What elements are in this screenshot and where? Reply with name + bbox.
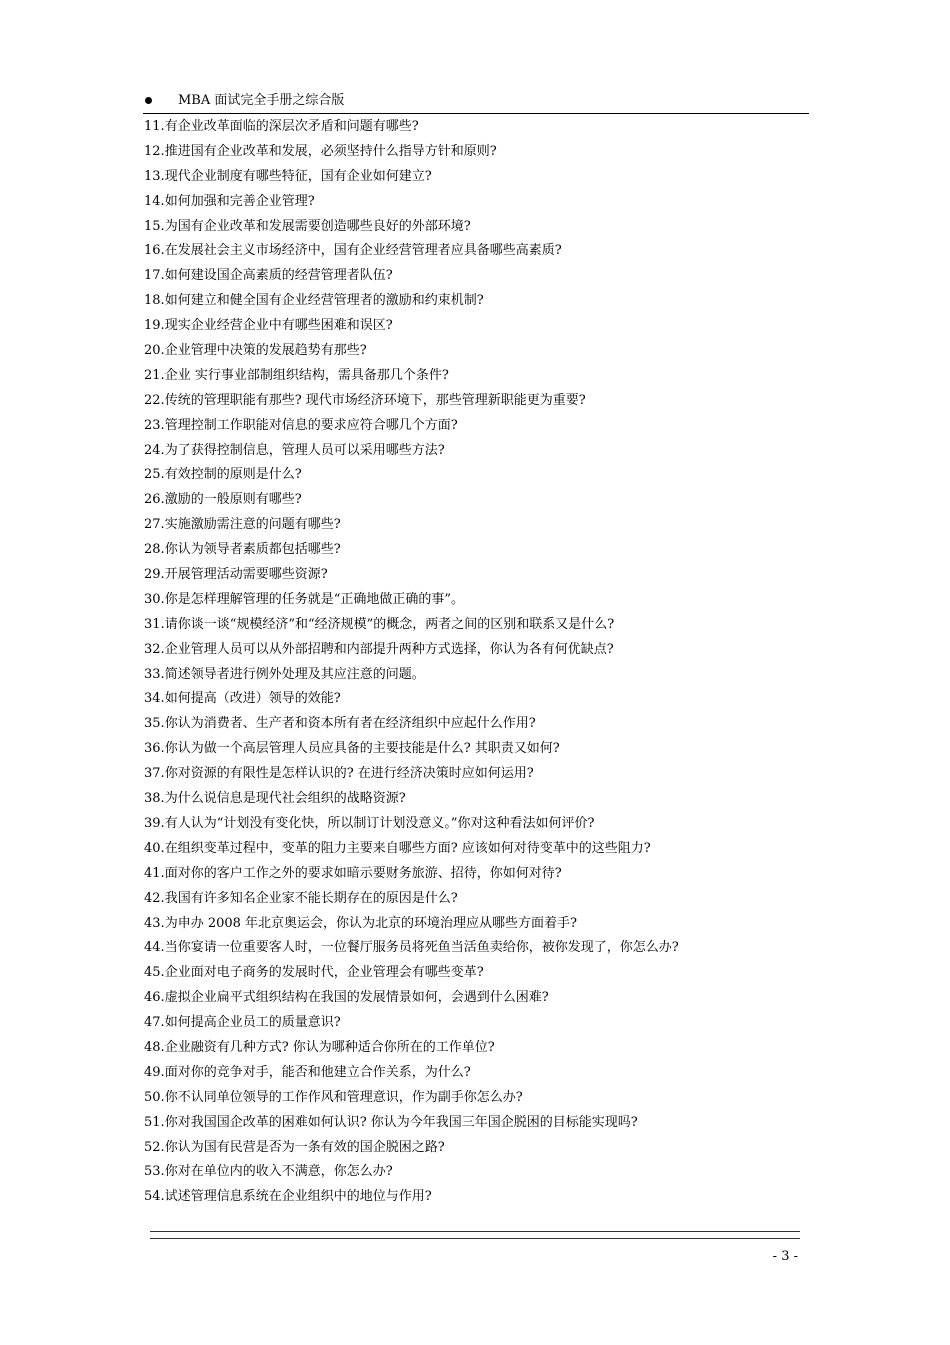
list-item [144, 314, 804, 339]
question-text: 为申办 2008 年北京奥运会，你认为北京的环境治理应从哪些方面着手? [164, 915, 578, 931]
question-text: 你认为做一个高层管理人员应具备的主要技能是什么? 其职责又如何? [164, 741, 560, 757]
question-text: 现代企业制度有哪些特征，国有企业如何建立? [164, 168, 432, 184]
list-item [144, 488, 804, 513]
list-item [144, 837, 804, 862]
question-text: 你对在单位内的收入不满意，你怎么办? [164, 1164, 393, 1180]
question-text: 你认为国有民营是否为一条有效的国企脱困之路? [164, 1139, 445, 1155]
list-item [144, 787, 804, 812]
question-number: 48. [144, 1039, 165, 1055]
question-text: 你不认同单位领导的工作作风和管理意识，作为副手你怎么办? [164, 1089, 523, 1105]
question-number: 39. [144, 815, 165, 831]
list-item [144, 687, 804, 712]
question-text: 为了获得控制信息，管理人员可以采用哪些方法? [164, 442, 445, 458]
question-text: 面对你的竞争对手，能否和他建立合作关系，为什么? [164, 1064, 471, 1080]
question-number: 32. [144, 641, 165, 657]
list-item [144, 887, 804, 912]
question-number: 33. [144, 666, 165, 682]
list-item [144, 712, 804, 737]
question-text: 现实企业经营企业中有哪些困难和误区? [164, 318, 393, 334]
question-number: 29. [144, 567, 165, 583]
question-text: 我国有许多知名企业家不能长期存在的原因是什么? [164, 890, 458, 906]
list-item [144, 1111, 804, 1136]
question-text: 开展管理活动需要哪些资源? [164, 567, 328, 583]
question-number: 15. [144, 218, 165, 234]
list-item [144, 215, 804, 240]
question-number: 25. [144, 467, 165, 483]
question-text: 为什么说信息是现代社会组织的战略资源? [164, 791, 406, 807]
question-text: 企业管理人员可以从外部招聘和内部提升两种方式选择，你认为各有何优缺点? [164, 641, 614, 657]
question-text: 企业面对电子商务的发展时代，企业管理会有哪些变革? [164, 965, 484, 981]
list-item [144, 115, 804, 140]
question-text: 你认为消费者、生产者和资本所有者在经济组织中应起什么作用? [164, 716, 536, 732]
question-number: 53. [144, 1164, 165, 1180]
list-item [144, 364, 804, 389]
question-text: 激励的一般原则有哪些? [164, 492, 302, 508]
question-number: 40. [144, 840, 165, 856]
list-item [144, 389, 804, 414]
question-number: 45. [144, 965, 165, 981]
question-text: 如何提高（改进）领导的效能? [164, 691, 341, 707]
question-number: 43. [144, 915, 165, 931]
list-item [144, 563, 804, 588]
question-text: 管理控制工作职能对信息的要求应符合哪几个方面? [164, 417, 458, 433]
question-text: 如何提高企业员工的质量意识? [164, 1015, 341, 1031]
list-item [144, 264, 804, 289]
list-item [144, 439, 804, 464]
question-number: 16. [144, 243, 165, 259]
list-item [144, 912, 804, 937]
question-text: 简述领导者进行例外处理及其应注意的问题。 [164, 666, 425, 682]
question-text: 实施激励需注意的问题有哪些? [164, 517, 341, 533]
question-list [144, 115, 804, 1210]
question-text: 有效控制的原则是什么? [164, 467, 302, 483]
list-item [144, 986, 804, 1011]
list-item [144, 1185, 804, 1210]
question-text: 推进国有企业改革和发展，必须坚持什么指导方针和原则? [164, 143, 497, 159]
question-text: 你对资源的有限性是怎样认识的? 在进行经济决策时应如何运用? [164, 766, 534, 782]
question-number: 34. [144, 691, 165, 707]
list-item [144, 737, 804, 762]
question-number: 50. [144, 1089, 165, 1105]
question-text: 传统的管理职能有那些? 现代市场经济环境下，那些管理新职能更为重要? [164, 392, 586, 408]
list-item [144, 862, 804, 887]
question-number: 41. [144, 865, 165, 881]
question-number: 30. [144, 591, 165, 607]
question-text: 虚拟企业扁平式组织结构在我国的发展情景如何，会遇到什么困难? [164, 990, 549, 1006]
question-text: 在发展社会主义市场经济中，国有企业经营管理者应具备哪些高素质? [164, 243, 562, 259]
list-item [144, 936, 804, 961]
list-item [144, 613, 804, 638]
list-item [144, 1011, 804, 1036]
question-number: 22. [144, 392, 165, 408]
list-item [144, 289, 804, 314]
question-number: 18. [144, 293, 165, 309]
list-item [144, 463, 804, 488]
question-number: 26. [144, 492, 165, 508]
question-number: 27. [144, 517, 165, 533]
question-number: 37. [144, 766, 165, 782]
question-number: 47. [144, 1015, 165, 1031]
question-text: 你对我国国企改革的困难如何认识? 你认为今年我国三年国企脱困的目标能实现吗? [164, 1114, 638, 1130]
question-number: 49. [144, 1064, 165, 1080]
list-item [144, 1061, 804, 1086]
question-text: 当你宴请一位重要客人时，一位餐厅服务员将死鱼当活鱼卖给你，被你发现了，你怎么办? [164, 940, 679, 956]
list-item [144, 1136, 804, 1161]
list-item [144, 638, 804, 663]
question-text: 企业 实行事业部制组织结构，需具备那几个条件? [164, 367, 449, 383]
question-number: 46. [144, 990, 165, 1006]
list-item [144, 165, 804, 190]
question-text: 在组织变革过程中，变革的阻力主要来自哪些方面? 应该如何对待变革中的这些阻力? [164, 840, 651, 856]
list-item [144, 339, 804, 364]
list-item [144, 812, 804, 837]
question-text: 你是怎样理解管理的任务就是“正确地做正确的事”。 [164, 591, 464, 607]
question-number: 42. [144, 890, 165, 906]
question-number: 17. [144, 268, 165, 284]
question-text: 企业融资有几种方式? 你认为哪种适合你所在的工作单位? [164, 1039, 495, 1055]
question-number: 24. [144, 442, 165, 458]
question-number: 38. [144, 791, 165, 807]
bullet-icon [145, 97, 152, 104]
question-number: 20. [144, 343, 165, 359]
question-text: 如何建设国企高素质的经营管理者队伍? [164, 268, 393, 284]
question-text: 为国有企业改革和发展需要创造哪些良好的外部环境? [164, 218, 471, 234]
list-item [144, 762, 804, 787]
question-number: 51. [144, 1114, 165, 1130]
question-number: 11. [144, 119, 165, 134]
question-number: 35. [144, 716, 165, 732]
list-item [144, 538, 804, 563]
list-item [144, 513, 804, 538]
list-item [144, 961, 804, 986]
page-number: - 3 - [772, 1249, 798, 1264]
question-number: 23. [144, 417, 165, 433]
page-header [143, 92, 809, 114]
list-item [144, 190, 804, 215]
list-item [144, 1036, 804, 1061]
list-item [144, 414, 804, 439]
question-text: 有企业改革面临的深层次矛盾和问题有哪些? [164, 119, 419, 134]
footer-double-rule [150, 1231, 800, 1239]
question-number: 19. [144, 318, 165, 334]
question-number: 52. [144, 1139, 165, 1155]
question-text: 如何加强和完善企业管理? [164, 193, 315, 209]
question-text: 你认为领导者素质都包括哪些? [164, 542, 341, 558]
question-number: 44. [144, 940, 165, 956]
list-item [144, 663, 804, 688]
question-number: 13. [144, 168, 165, 184]
question-text: 如何建立和健全国有企业经营管理者的激励和约束机制? [164, 293, 484, 309]
question-number: 54. [144, 1189, 165, 1205]
list-item [144, 239, 804, 264]
question-text: 请你谈一谈“规模经济”和“经济规模”的概念，两者之间的区别和联系又是什么? [164, 616, 615, 632]
question-text: 试述管理信息系统在企业组织中的地位与作用? [164, 1189, 432, 1205]
list-item [144, 588, 804, 613]
list-item [144, 1160, 804, 1185]
question-number: 14. [144, 193, 165, 209]
question-number: 28. [144, 542, 165, 558]
question-text: 企业管理中决策的发展趋势有那些? [164, 343, 367, 359]
header-title: MBA 面试完全手册之综合版 [178, 93, 345, 108]
list-item [144, 140, 804, 165]
question-number: 31. [144, 616, 165, 632]
question-number: 21. [144, 367, 165, 383]
question-text: 面对你的客户工作之外的要求如暗示要财务旅游、招待，你如何对待? [164, 865, 562, 881]
question-number: 12. [144, 143, 165, 159]
list-item [144, 1086, 804, 1111]
question-text: 有人认为“计划没有变化快，所以制订计划没意义。”你对这种看法如何评价? [164, 815, 595, 831]
question-number: 36. [144, 741, 165, 757]
